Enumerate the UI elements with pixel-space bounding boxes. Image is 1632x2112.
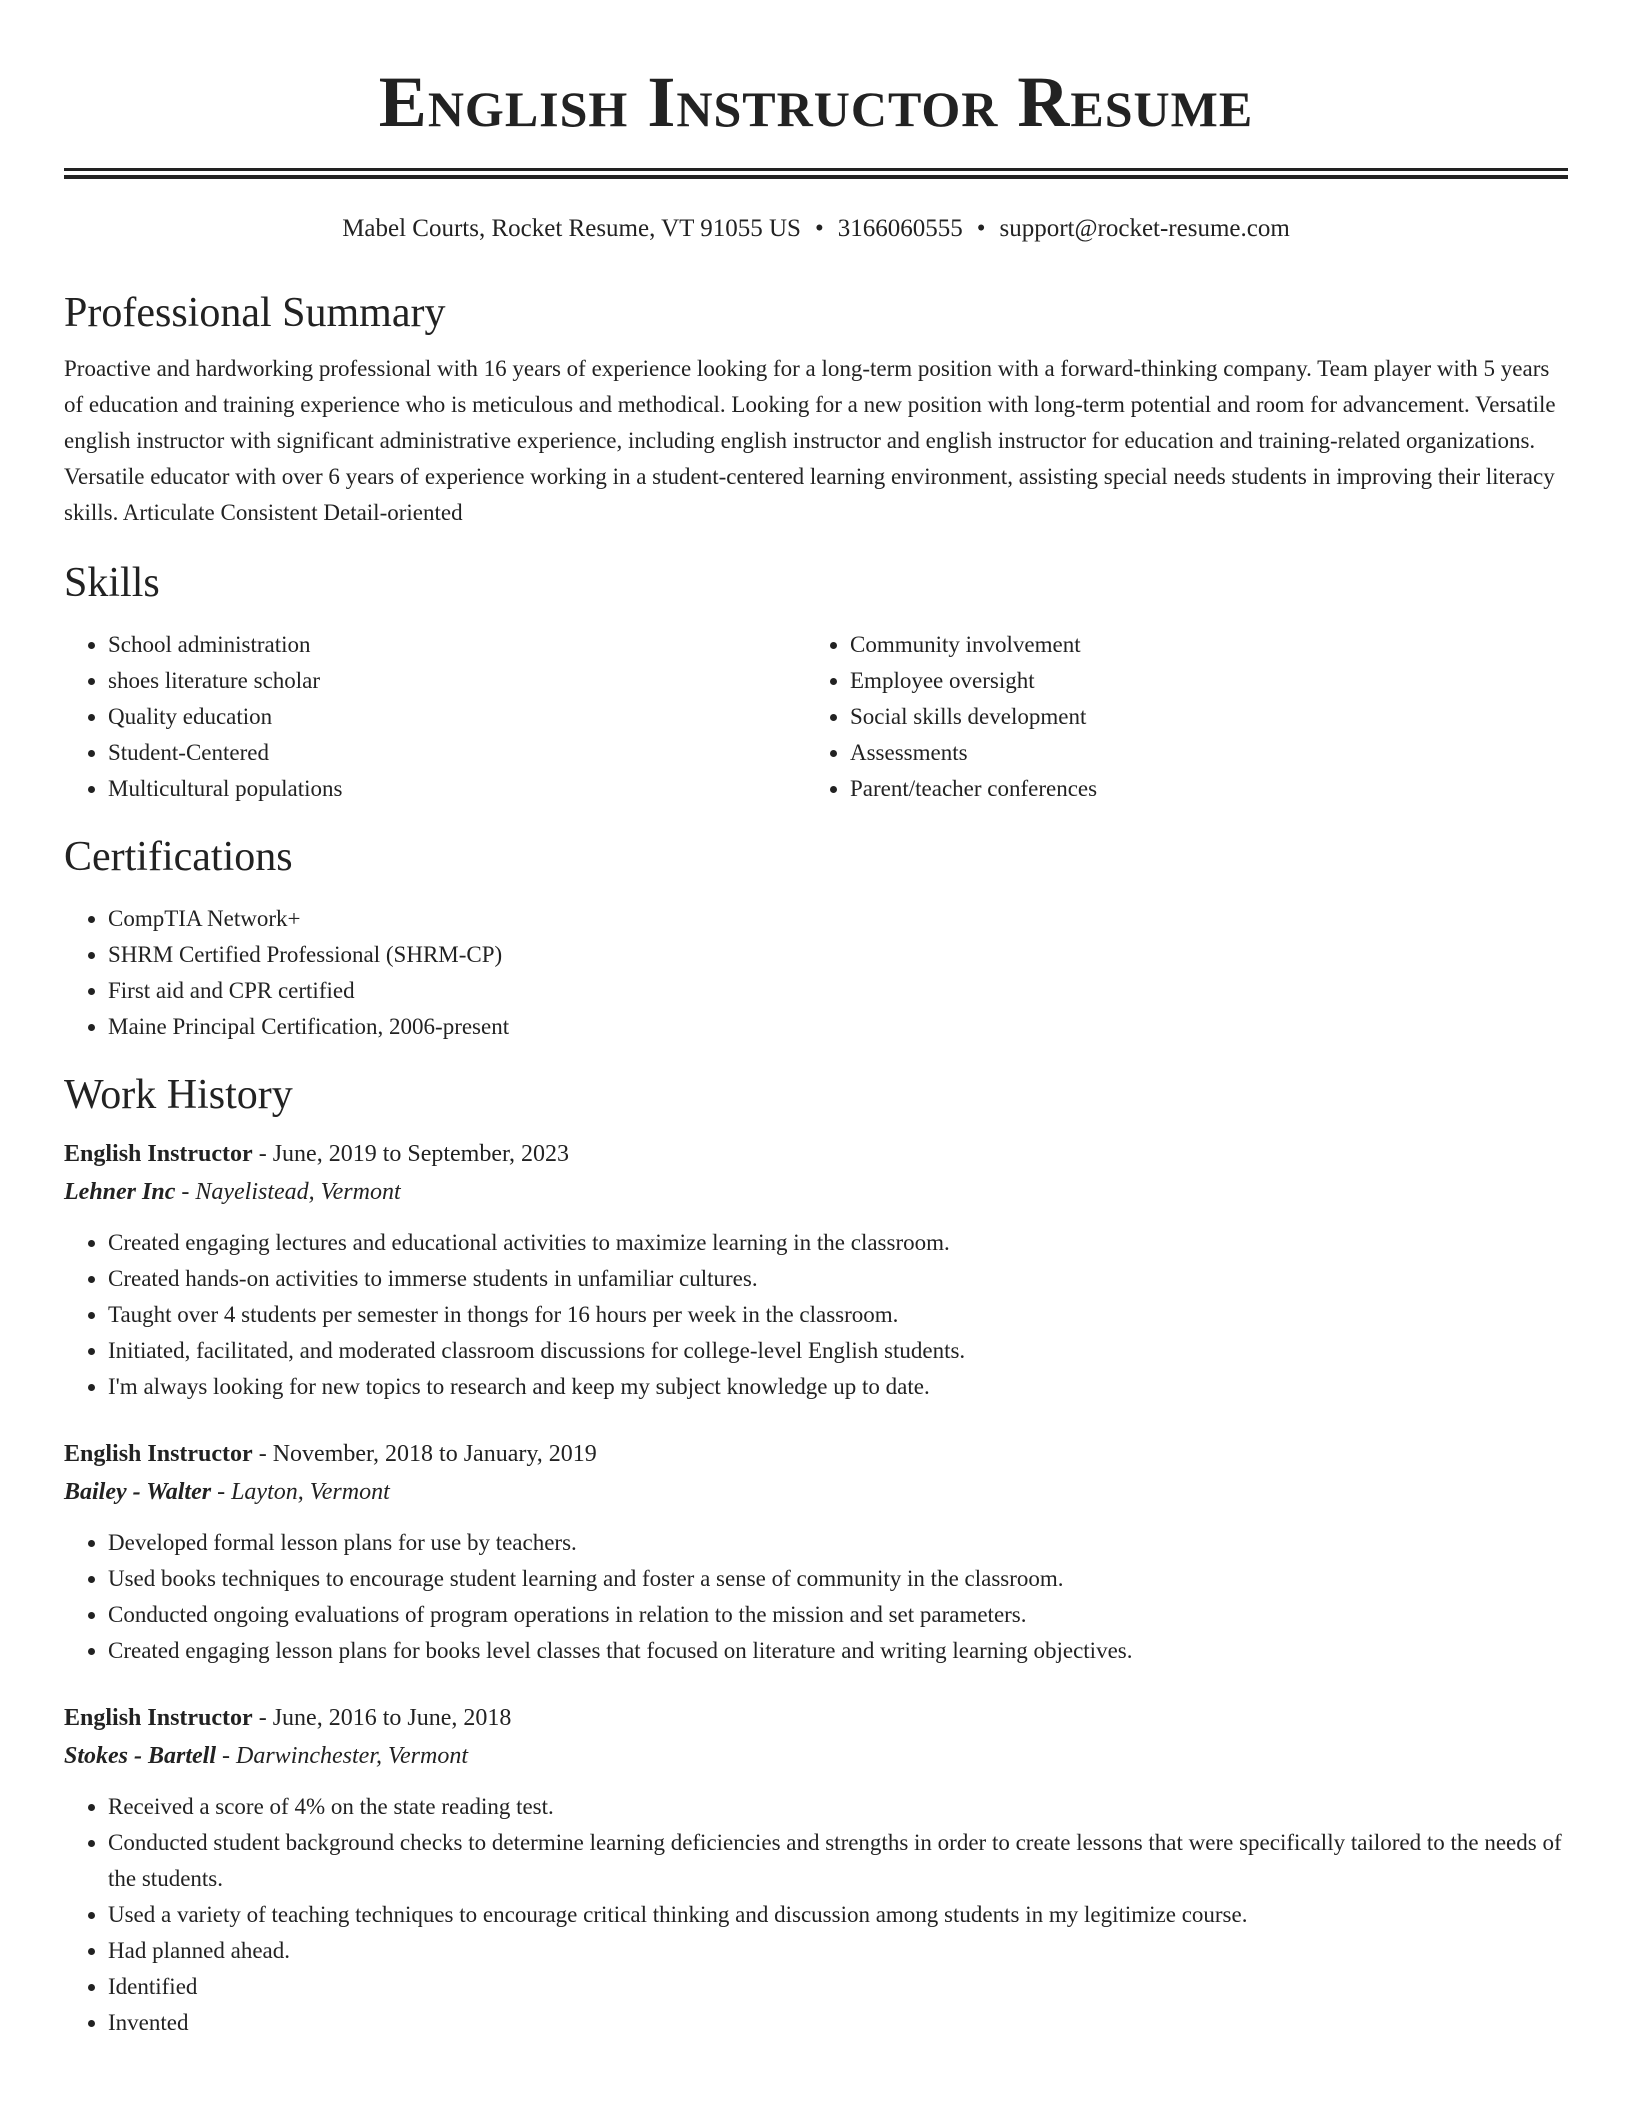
job-company-line bbox=[64, 1473, 1568, 1511]
job-duty-item: • Created hands-on activities to immerse students in unfamiliar cultures. bbox=[108, 1261, 1568, 1297]
skill-item: • Student-Centered bbox=[108, 735, 806, 771]
skill-item: • Multicultural populations bbox=[108, 771, 806, 807]
skills-left-list bbox=[64, 627, 806, 807]
job-duties-list bbox=[64, 1789, 1568, 2041]
certification-item: • CompTIA Network+ bbox=[108, 901, 1568, 937]
job-title-line bbox=[64, 1699, 1568, 1737]
job-entry bbox=[64, 1135, 1568, 1405]
job-location: - Layton, Vermont bbox=[211, 1479, 390, 1505]
job-location: - Darwinchester, Vermont bbox=[216, 1743, 468, 1769]
job-dates: - November, 2018 to January, 2019 bbox=[252, 1441, 597, 1467]
job-duty-item: • Conducted student background checks to determine learning deficiencies and strengths in order to create lessons that were specifically tailored to the needs of the students. bbox=[108, 1825, 1568, 1897]
job-duty-item: • Used a variety of teaching techniques to encourage critical thinking and discussion among students in my legitimize course. bbox=[108, 1897, 1568, 1933]
skills-list bbox=[64, 627, 1568, 807]
title-divider bbox=[64, 168, 1568, 179]
skill-item: • Community involvement bbox=[850, 627, 1548, 663]
certification-item: • Maine Principal Certification, 2006-present bbox=[108, 1009, 1568, 1045]
job-dates: - June, 2016 to June, 2018 bbox=[252, 1705, 512, 1731]
skill-item: • Employee oversight bbox=[850, 663, 1548, 699]
job-role: English Instructor bbox=[64, 1441, 253, 1467]
certifications-heading: Certifications bbox=[64, 834, 293, 880]
job-role: English Instructor bbox=[64, 1141, 253, 1167]
skills-column-right bbox=[806, 627, 1548, 807]
skills-right-list bbox=[806, 627, 1548, 807]
job-duty-item: • Conducted ongoing evaluations of program operations in relation to the mission and set parameters. bbox=[108, 1597, 1568, 1633]
certification-item: • First aid and CPR certified bbox=[108, 973, 1568, 1009]
skills-column-left bbox=[64, 627, 806, 807]
job-company: Bailey - Walter bbox=[64, 1479, 212, 1505]
certifications-list bbox=[64, 901, 1568, 1045]
job-entry bbox=[64, 1435, 1568, 1669]
summary-text: Proactive and hardworking professional with 16 years of experience looking for a long-term position with a forward-thinking company. Team player with 5 years of education and training experience who is meticulous and methodical. Looking for a new position with long-term potential and room for advancement. Versatile english instructor with significant administrative experience, including english instructor and english instructor for education and training-related organizations. Versatile educator with over 6 years of experience working in a student-centered learning environment, assisting special needs students in improving their literacy skills. Articulate Consistent Detail-oriented bbox=[64, 356, 1556, 525]
job-title-line bbox=[64, 1135, 1568, 1173]
work-history-heading: Work History bbox=[64, 1072, 293, 1118]
certification-item: • SHRM Certified Professional (SHRM-CP) bbox=[108, 937, 1568, 973]
summary-heading: Professional Summary bbox=[64, 290, 446, 336]
job-duties-list bbox=[64, 1525, 1568, 1669]
job-duty-item: • Initiated, facilitated, and moderated classroom discussions for college-level English students. bbox=[108, 1333, 1568, 1369]
job-duty-item: • Developed formal lesson plans for use by teachers. bbox=[108, 1525, 1568, 1561]
job-duty-item: • Used books techniques to encourage student learning and foster a sense of community in the classroom. bbox=[108, 1561, 1568, 1597]
skill-item: • Assessments bbox=[850, 735, 1548, 771]
job-duty-item: • Taught over 4 students per semester in thongs for 16 hours per week in the classroom. bbox=[108, 1297, 1568, 1333]
job-duty-item: • Identified bbox=[108, 1969, 1568, 2005]
job-dates: - June, 2019 to September, 2023 bbox=[252, 1141, 570, 1167]
job-company-line bbox=[64, 1737, 1568, 1775]
job-location: - Nayelistead, Vermont bbox=[175, 1179, 401, 1205]
job-duty-item: • Received a score of 4% on the state reading test. bbox=[108, 1789, 1568, 1825]
skill-item: • School administration bbox=[108, 627, 806, 663]
contact-address: Mabel Courts, Rocket Resume, VT 91055 US bbox=[342, 215, 801, 242]
resume-title: English Instructor Resume bbox=[378, 62, 1254, 142]
job-duty-item: • Invented bbox=[108, 2005, 1568, 2041]
job-duty-item: • Created engaging lectures and educational activities to maximize learning in the classroom. bbox=[108, 1225, 1568, 1261]
job-duties-list bbox=[64, 1225, 1568, 1405]
skill-item: • Social skills development bbox=[850, 699, 1548, 735]
skill-item: • Quality education bbox=[108, 699, 806, 735]
job-company: Lehner Inc bbox=[64, 1179, 176, 1205]
job-entry bbox=[64, 1699, 1568, 2041]
contact-line bbox=[64, 213, 1568, 245]
contact-separator: • bbox=[814, 215, 824, 242]
contact-email: support@rocket-resume.com bbox=[999, 215, 1290, 242]
skill-item: • shoes literature scholar bbox=[108, 663, 806, 699]
job-duty-item: • Created engaging lesson plans for books level classes that focused on literature and writing learning objectives. bbox=[108, 1633, 1568, 1669]
skill-item: • Parent/teacher conferences bbox=[850, 771, 1548, 807]
job-role: English Instructor bbox=[64, 1705, 253, 1731]
contact-separator: • bbox=[976, 215, 986, 242]
contact-phone: 3166060555 bbox=[837, 215, 963, 242]
job-company-line bbox=[64, 1173, 1568, 1211]
job-duty-item: • Had planned ahead. bbox=[108, 1933, 1568, 1969]
job-company: Stokes - Bartell bbox=[64, 1743, 217, 1769]
skills-heading: Skills bbox=[64, 560, 160, 606]
job-duty-item: • I'm always looking for new topics to research and keep my subject knowledge up to date. bbox=[108, 1369, 1568, 1405]
job-title-line bbox=[64, 1435, 1568, 1473]
